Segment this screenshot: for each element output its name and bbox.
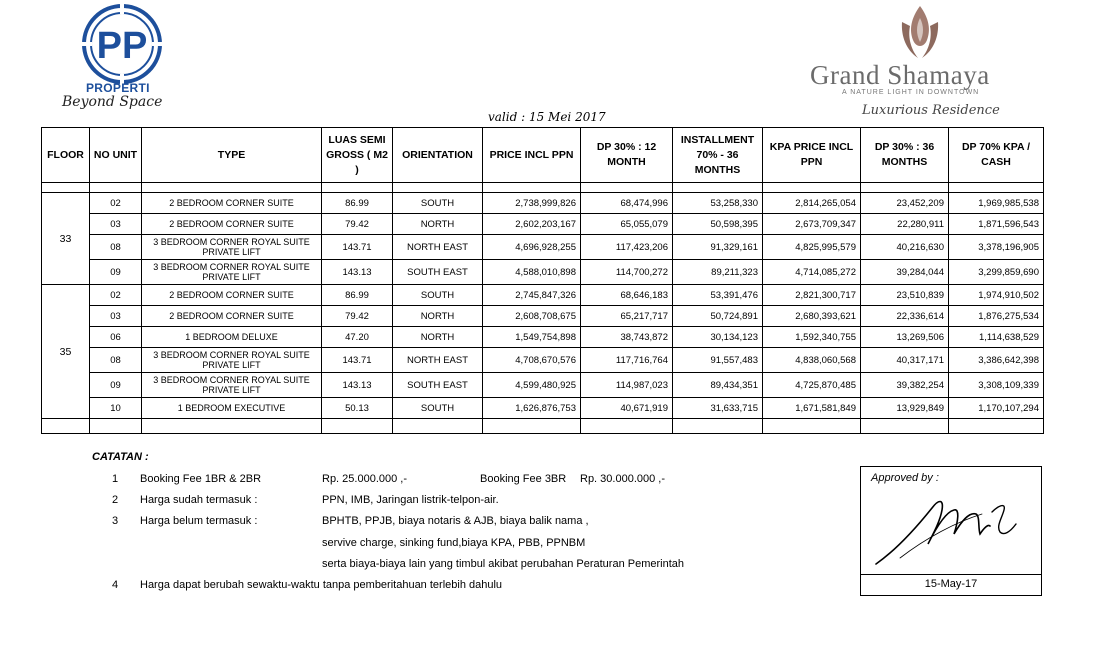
dp30-12-cell: 38,743,872: [581, 327, 673, 348]
table-row: [42, 327, 1044, 348]
dp30-12-cell: 68,646,183: [581, 285, 673, 306]
header-luas: LUAS SEMI GROSS ( M2 ): [322, 128, 393, 183]
pp-logo-name: PROPERTI: [86, 81, 150, 95]
dp30-36-cell: 23,452,209: [861, 193, 949, 214]
unit-cell: 08: [90, 235, 142, 260]
type-cell: 2 BEDROOM CORNER SUITE: [142, 306, 322, 327]
type-cell: 1 BEDROOM DELUXE: [142, 327, 322, 348]
table-row: [42, 306, 1044, 327]
installment-cell: 91,329,161: [673, 235, 763, 260]
dp30-36-cell: 13,929,849: [861, 398, 949, 419]
installment-cell: 50,724,891: [673, 306, 763, 327]
note-2-label: Harga sudah termasuk :: [140, 494, 258, 506]
kpa-price-cell: 2,680,393,621: [763, 306, 861, 327]
header-no-unit: NO UNIT: [90, 128, 142, 183]
dp70-cell: 3,378,196,905: [949, 235, 1044, 260]
pp-properti-logo: [78, 4, 166, 88]
orientation-cell: NORTH: [393, 306, 483, 327]
dp30-12-cell: 114,700,272: [581, 260, 673, 285]
price-cell: 2,602,203,167: [483, 214, 581, 235]
approval-divider: [860, 574, 1042, 575]
kpa-price-cell: 2,673,709,347: [763, 214, 861, 235]
pp-logo-mark: PP: [96, 25, 148, 67]
unit-cell: 09: [90, 260, 142, 285]
dp70-cell: 3,299,859,690: [949, 260, 1044, 285]
orientation-cell: NORTH EAST: [393, 235, 483, 260]
dp30-36-cell: 23,510,839: [861, 285, 949, 306]
price-cell: 4,696,928,255: [483, 235, 581, 260]
type-cell: 2 BEDROOM CORNER SUITE: [142, 285, 322, 306]
dp70-cell: 1,170,107,294: [949, 398, 1044, 419]
note-1-label-2: Booking Fee 3BR: [480, 473, 567, 485]
note-4-number: 4: [112, 579, 119, 591]
luas-cell: 47.20: [322, 327, 393, 348]
dp30-36-cell: 22,280,911: [861, 214, 949, 235]
installment-cell: 91,557,483: [673, 348, 763, 373]
unit-cell: 08: [90, 348, 142, 373]
kpa-price-cell: 1,671,581,849: [763, 398, 861, 419]
table-row: [42, 285, 1044, 306]
price-cell: 2,738,999,826: [483, 193, 581, 214]
type-cell: 1 BEDROOM EXECUTIVE: [142, 398, 322, 419]
price-list-table: [41, 127, 1044, 434]
installment-cell: 89,211,323: [673, 260, 763, 285]
table-row: [42, 373, 1044, 398]
price-cell: 1,626,876,753: [483, 398, 581, 419]
note-1-value: Rp. 25.000.000 ,-: [322, 473, 408, 485]
kpa-price-cell: 2,821,300,717: [763, 285, 861, 306]
kpa-price-cell: 1,592,340,755: [763, 327, 861, 348]
note-1-number: 1: [112, 473, 119, 485]
orientation-cell: SOUTH EAST: [393, 260, 483, 285]
installment-cell: 30,134,123: [673, 327, 763, 348]
floor-35-label: 35: [42, 285, 90, 419]
table-row: [42, 193, 1044, 214]
note-2-number: 2: [112, 494, 119, 506]
kpa-price-cell: 4,838,060,568: [763, 348, 861, 373]
dp30-12-cell: 68,474,996: [581, 193, 673, 214]
price-cell: 1,549,754,898: [483, 327, 581, 348]
luas-cell: 79.42: [322, 214, 393, 235]
dp30-36-cell: 40,216,630: [861, 235, 949, 260]
header-floor: FLOOR: [42, 128, 90, 183]
price-cell: 2,608,708,675: [483, 306, 581, 327]
header-dp70: DP 70% KPA / CASH: [949, 128, 1044, 183]
dp30-36-cell: 22,336,614: [861, 306, 949, 327]
dp30-12-cell: 40,671,919: [581, 398, 673, 419]
luas-cell: 79.42: [322, 306, 393, 327]
luas-cell: 143.13: [322, 260, 393, 285]
approval-label: Approved by :: [871, 472, 939, 484]
kpa-price-cell: 4,825,995,579: [763, 235, 861, 260]
dp30-36-cell: 40,317,171: [861, 348, 949, 373]
installment-cell: 53,258,330: [673, 193, 763, 214]
orientation-cell: NORTH EAST: [393, 348, 483, 373]
orientation-cell: SOUTH: [393, 398, 483, 419]
luas-cell: 50.13: [322, 398, 393, 419]
grand-shamaya-subtitle: A NATURE LIGHT IN DOWNTOWN: [842, 89, 980, 96]
price-cell: 2,745,847,326: [483, 285, 581, 306]
kpa-price-cell: 4,714,085,272: [763, 260, 861, 285]
dp30-12-cell: 114,987,023: [581, 373, 673, 398]
type-cell: 2 BEDROOM CORNER SUITE: [142, 214, 322, 235]
note-4-label: Harga dapat berubah sewaktu-waktu tanpa pemberitahuan terlebih dahulu: [140, 579, 503, 591]
note-3-value-1: BPHTB, PPJB, biaya notaris & AJB, biaya balik nama ,: [322, 515, 589, 527]
orientation-cell: SOUTH: [393, 193, 483, 214]
unit-cell: 06: [90, 327, 142, 348]
luas-cell: 143.71: [322, 348, 393, 373]
kpa-price-cell: 4,725,870,485: [763, 373, 861, 398]
luas-cell: 143.71: [322, 235, 393, 260]
orientation-cell: NORTH: [393, 214, 483, 235]
installment-cell: 50,598,395: [673, 214, 763, 235]
spacer-row: [42, 419, 1044, 434]
table-row: [42, 214, 1044, 235]
notes-title: CATATAN :: [92, 451, 149, 463]
kpa-price-cell: 2,814,265,054: [763, 193, 861, 214]
header-price: PRICE INCL PPN: [483, 128, 581, 183]
table-header-row: [42, 128, 1044, 183]
dp70-cell: 1,871,596,543: [949, 214, 1044, 235]
table-row: [42, 348, 1044, 373]
table-row: [42, 235, 1044, 260]
table-row: [42, 398, 1044, 419]
type-cell: 3 BEDROOM CORNER ROYAL SUITE PRIVATE LIFT: [142, 260, 322, 285]
dp30-12-cell: 65,055,079: [581, 214, 673, 235]
unit-cell: 02: [90, 193, 142, 214]
grand-shamaya-flame-icon: [896, 4, 944, 62]
installment-cell: 89,434,351: [673, 373, 763, 398]
price-cell: 4,588,010,898: [483, 260, 581, 285]
header-dp30-36: DP 30% : 36 MONTHS: [861, 128, 949, 183]
dp70-cell: 3,386,642,398: [949, 348, 1044, 373]
header-type: TYPE: [142, 128, 322, 183]
dp30-36-cell: 39,284,044: [861, 260, 949, 285]
note-3-number: 3: [112, 515, 119, 527]
orientation-cell: NORTH: [393, 327, 483, 348]
installment-cell: 53,391,476: [673, 285, 763, 306]
dp70-cell: 3,308,109,339: [949, 373, 1044, 398]
table-row: [42, 260, 1044, 285]
price-cell: 4,708,670,576: [483, 348, 581, 373]
pp-logo-tagline: Beyond Space: [62, 94, 163, 110]
signature-icon: [866, 488, 1036, 570]
orientation-cell: SOUTH: [393, 285, 483, 306]
luas-cell: 143.13: [322, 373, 393, 398]
spacer-row: [42, 183, 1044, 193]
dp30-12-cell: 117,423,206: [581, 235, 673, 260]
dp70-cell: 1,969,985,538: [949, 193, 1044, 214]
type-cell: 2 BEDROOM CORNER SUITE: [142, 193, 322, 214]
header-kpa-price: KPA PRICE INCL PPN: [763, 128, 861, 183]
header-orientation: ORIENTATION: [393, 128, 483, 183]
orientation-cell: SOUTH EAST: [393, 373, 483, 398]
luas-cell: 86.99: [322, 193, 393, 214]
type-cell: 3 BEDROOM CORNER ROYAL SUITE PRIVATE LIFT: [142, 348, 322, 373]
dp30-12-cell: 117,716,764: [581, 348, 673, 373]
note-3-value-3: serta biaya-biaya lain yang timbul akibat perubahan Peraturan Pemerintah: [322, 558, 684, 570]
dp30-36-cell: 13,269,506: [861, 327, 949, 348]
unit-cell: 03: [90, 214, 142, 235]
note-2-value: PPN, IMB, Jaringan listrik-telpon-air.: [322, 494, 499, 506]
note-3-value-2: servive charge, sinking fund,biaya KPA, PBB, PPNBM: [322, 537, 586, 549]
note-1-label: Booking Fee 1BR & 2BR: [140, 473, 262, 485]
floor-33-label: 33: [42, 193, 90, 285]
dp30-12-cell: 65,217,717: [581, 306, 673, 327]
note-3-label: Harga belum termasuk :: [140, 515, 258, 527]
grand-shamaya-tagline: Luxurious Residence: [862, 103, 1000, 118]
type-cell: 3 BEDROOM CORNER ROYAL SUITE PRIVATE LIFT: [142, 373, 322, 398]
dp30-36-cell: 39,382,254: [861, 373, 949, 398]
installment-cell: 31,633,715: [673, 398, 763, 419]
unit-cell: 03: [90, 306, 142, 327]
approval-date: 15-May-17: [924, 578, 978, 590]
luas-cell: 86.99: [322, 285, 393, 306]
header-dp30-12: DP 30% : 12 MONTH: [581, 128, 673, 183]
header-installment: INSTALLMENT 70% - 36 MONTHS: [673, 128, 763, 183]
unit-cell: 10: [90, 398, 142, 419]
dp70-cell: 1,974,910,502: [949, 285, 1044, 306]
unit-cell: 09: [90, 373, 142, 398]
grand-shamaya-name: Grand Shamaya: [810, 60, 990, 90]
valid-date: valid : 15 Mei 2017: [488, 110, 606, 124]
dp70-cell: 1,876,275,534: [949, 306, 1044, 327]
type-cell: 3 BEDROOM CORNER ROYAL SUITE PRIVATE LIFT: [142, 235, 322, 260]
price-cell: 4,599,480,925: [483, 373, 581, 398]
unit-cell: 02: [90, 285, 142, 306]
dp70-cell: 1,114,638,529: [949, 327, 1044, 348]
note-1-value-2: Rp. 30.000.000 ,-: [580, 473, 666, 485]
